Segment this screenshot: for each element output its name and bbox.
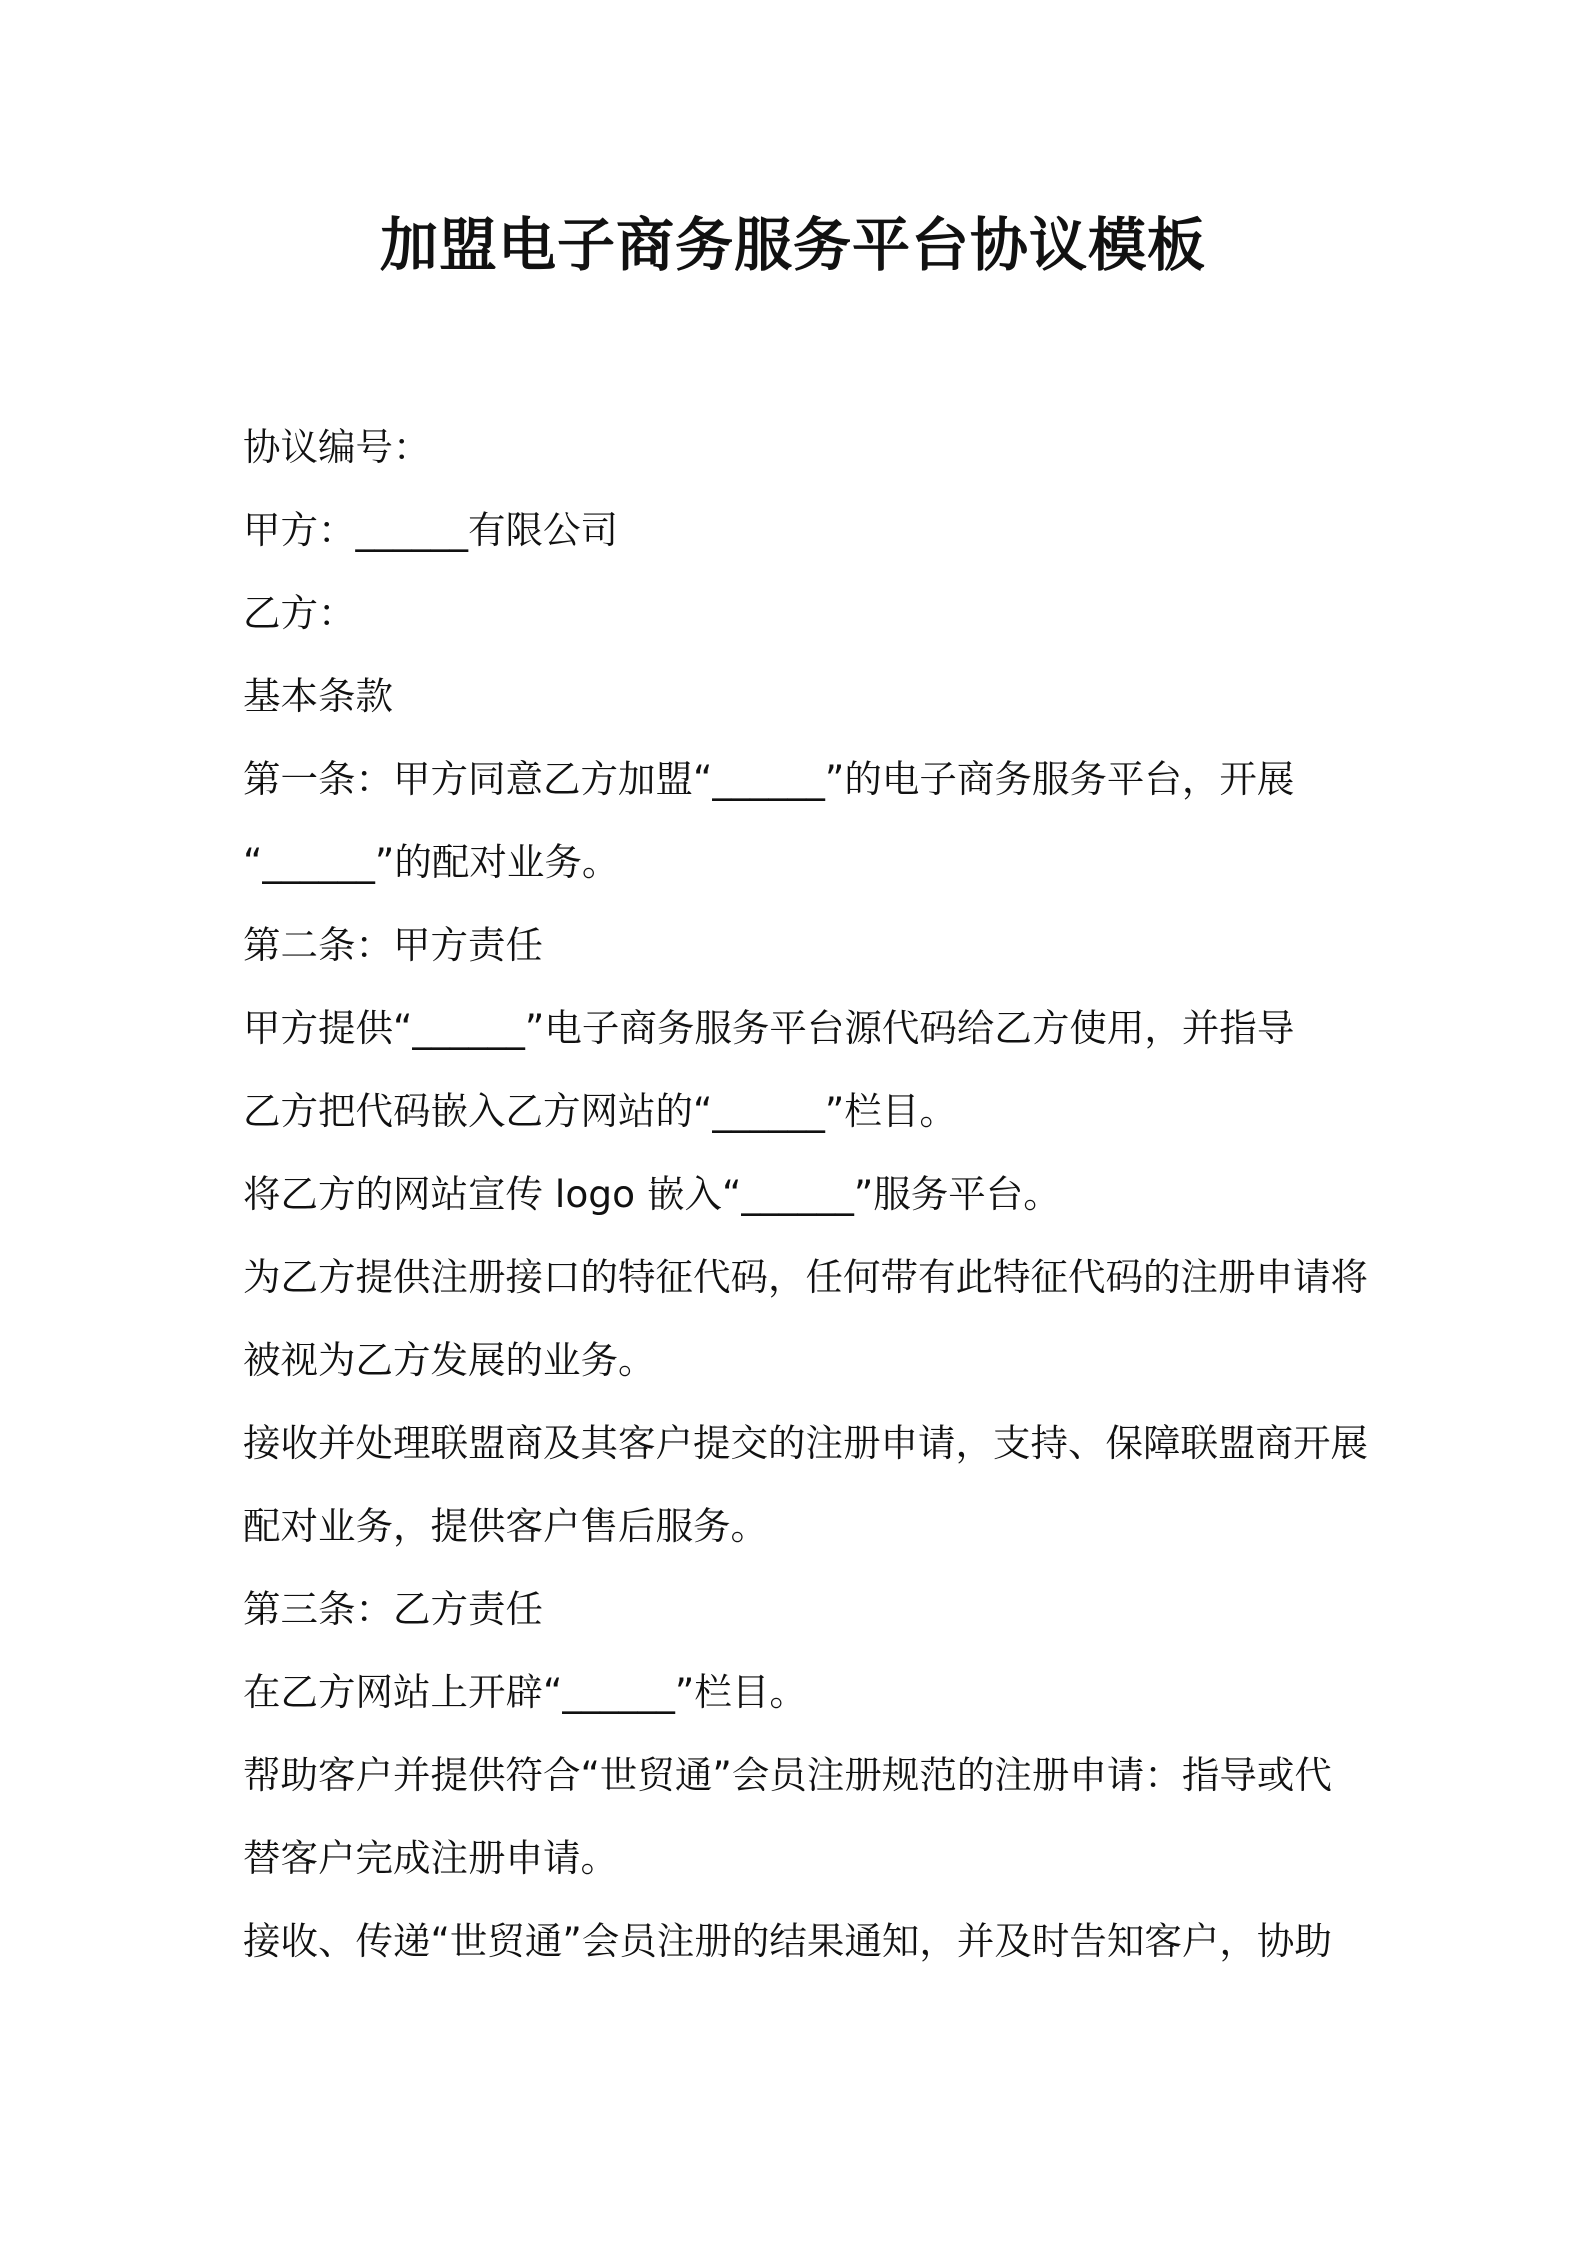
party-b-line: 乙方： [243,591,356,635]
article-3-para-2-line-2: 替客户完成注册申请。 [243,1836,618,1880]
article-2-para-3-line-2: 被视为乙方发展的业务。 [243,1338,656,1382]
article-1-line-1: 第一条：甲方同意乙方加盟“______”的电子商务服务平台，开展 [243,757,1295,801]
basic-terms-heading: 基本条款 [243,674,393,718]
agreement-number-line: 协议编号： [243,425,431,469]
article-3-para-3-line-1: 接收、传递“世贸通”会员注册的结果通知，并及时告知客户，协助 [243,1919,1332,1963]
article-2-para-4-line-2: 配对业务，提供客户售后服务。 [243,1504,768,1548]
article-2-para-2: 将乙方的网站宣传 logo 嵌入“______”服务平台。 [243,1172,1061,1216]
article-3-para-2-line-1: 帮助客户并提供符合“世贸通”会员注册规范的注册申请：指导或代 [243,1753,1332,1797]
article-2-heading: 第二条：甲方责任 [243,923,543,967]
article-2-para-1-line-1: 甲方提供“______”电子商务服务平台源代码给乙方使用，并指导 [243,1006,1295,1050]
article-2-para-1-line-2: 乙方把代码嵌入乙方网站的“______”栏目。 [243,1089,957,1133]
article-1-line-2: “______”的配对业务。 [243,840,620,884]
article-2-para-4-line-1: 接收并处理联盟商及其客户提交的注册申请，支持、保障联盟商开展 [243,1421,1368,1465]
article-2-para-3-line-1: 为乙方提供注册接口的特征代码，任何带有此特征代码的注册申请将 [243,1255,1368,1299]
document-body [243,406,1368,1983]
party-a-line: 甲方：______有限公司 [243,508,618,552]
article-3-para-1: 在乙方网站上开辟“______”栏目。 [243,1670,807,1714]
article-3-heading: 第三条：乙方责任 [243,1587,543,1631]
document-title: 加盟电子商务服务平台协议模板 [379,211,1206,279]
